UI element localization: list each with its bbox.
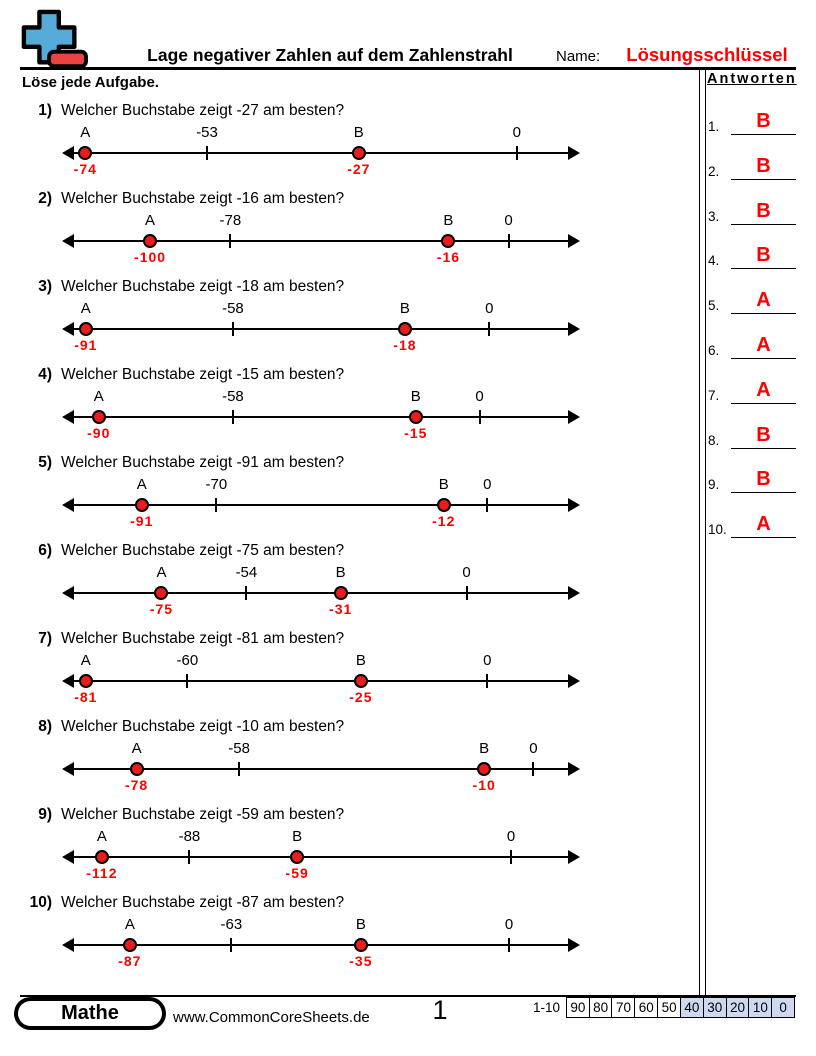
problem-question: Welcher Buchstabe zeigt -91 am besten? (61, 454, 345, 471)
number-line (62, 826, 580, 880)
point-a-dot (123, 938, 137, 952)
right-arrow-icon (568, 674, 580, 688)
right-arrow-icon (568, 498, 580, 512)
answer-letter: A (756, 334, 771, 356)
point-b-label: B (355, 916, 366, 933)
tick-value-label: -88 (178, 828, 201, 845)
answer-number: 1. (708, 119, 720, 134)
problem-number: 5) (38, 454, 52, 471)
number-line (62, 650, 580, 704)
zero-label: 0 (462, 564, 471, 581)
point-a-label: A (80, 300, 91, 317)
answer-number: 8. (708, 432, 720, 448)
page-number: 1 (432, 995, 448, 1025)
sidebar-divider-inner (705, 69, 706, 997)
left-arrow-icon (62, 586, 74, 600)
zero-tick-mark (486, 498, 488, 512)
point-a-label: A (80, 652, 91, 669)
problem (22, 365, 682, 440)
instructions-text: Löse jede Aufgabe. (22, 74, 159, 91)
point-a-value-clipped: -74 (73, 160, 97, 177)
answer-blank (731, 467, 796, 493)
answers-panel (707, 71, 802, 971)
point-a-dot (79, 322, 93, 336)
zero-label: 0 (504, 212, 513, 229)
answer-blank (731, 512, 796, 538)
left-arrow-icon (62, 762, 74, 776)
right-arrow-icon (568, 850, 580, 864)
number-line-axis (67, 152, 575, 154)
answer-letter: A (756, 378, 771, 401)
zero-tick-mark (488, 322, 490, 336)
problem-number: 2) (38, 190, 52, 207)
answers-panel-title: Antworten (707, 71, 797, 87)
answer-number: 4. (708, 253, 720, 269)
zero-label: 0 (485, 300, 494, 317)
tick-mark (229, 234, 231, 248)
answer-letter: B (756, 154, 771, 177)
point-a-value-clipped: -100 (134, 248, 167, 265)
number-line-axis (67, 416, 575, 418)
zero-label: 0 (483, 476, 492, 493)
problem-question-row (22, 717, 682, 737)
point-b-label: B (399, 300, 410, 317)
problem-question-row (22, 805, 682, 825)
zero-label: 0 (475, 388, 484, 405)
problem-question-row (22, 453, 682, 473)
number-line-axis (67, 680, 575, 682)
problem-number: 8) (38, 718, 52, 735)
point-b-dot (477, 762, 491, 776)
problem-question: Welcher Buchstabe zeigt -18 am besten? (61, 278, 345, 295)
score-cell: 80 (589, 997, 613, 1018)
point-b-value-clipped: -31 (329, 600, 353, 617)
right-arrow-icon (568, 146, 580, 160)
tick-mark (232, 322, 234, 336)
number-line-axis (67, 592, 575, 594)
problem-question-row (22, 893, 682, 913)
tick-value-label: -58 (222, 388, 244, 405)
right-arrow-icon (568, 586, 580, 600)
zero-tick-mark (508, 938, 510, 952)
point-b-label: B (438, 476, 449, 493)
answer-item (708, 333, 796, 359)
answer-key-label: Lösungsschlüssel (626, 44, 788, 65)
point-b-value-clipped: -25 (349, 688, 373, 705)
number-line (62, 738, 580, 792)
problem-number: 6) (38, 542, 52, 559)
problem (22, 629, 682, 704)
number-line-axis (67, 944, 575, 946)
answer-letter: A (756, 289, 771, 312)
score-cell: 40 (680, 997, 704, 1018)
point-b-label: B (335, 564, 346, 581)
tick-mark (230, 938, 232, 952)
answer-number: 2. (708, 163, 720, 179)
answer-number: 7. (708, 387, 720, 403)
problem-question: Welcher Buchstabe zeigt -59 am besten? (61, 806, 345, 823)
point-b-dot (398, 322, 412, 336)
right-arrow-icon (568, 234, 580, 248)
problem (22, 277, 682, 352)
answer-number: 9. (708, 477, 720, 493)
problem (22, 101, 682, 176)
left-arrow-icon (62, 674, 74, 688)
answer-number: 3. (708, 208, 720, 224)
point-b-dot (334, 586, 348, 600)
left-arrow-icon (62, 146, 74, 160)
tick-mark (186, 674, 188, 688)
problem-question: Welcher Buchstabe zeigt -16 am besten? (61, 190, 345, 207)
answer-item (708, 288, 796, 314)
point-a-dot (143, 234, 157, 248)
zero-tick-mark (486, 674, 488, 688)
score-cell: 20 (726, 997, 750, 1018)
point-b-dot (437, 498, 451, 512)
worksheet-title: Lage negativer Zahlen auf dem Zahlenstrahl (147, 45, 513, 65)
point-b-value-clipped: -10 (472, 776, 496, 793)
answer-letter: B (756, 468, 771, 491)
zero-tick-mark (479, 410, 481, 424)
number-line-axis (67, 328, 575, 330)
problem-question-row (22, 189, 682, 209)
point-a-dot (78, 146, 92, 160)
zero-label: 0 (504, 916, 514, 933)
zero-label: 0 (506, 828, 516, 845)
point-a-dot (135, 498, 149, 512)
point-a-dot (154, 586, 168, 600)
header-divider (20, 67, 796, 70)
zero-label: 0 (483, 652, 492, 669)
score-cell: 30 (703, 997, 727, 1018)
zero-tick-mark (532, 762, 534, 776)
zero-label: 0 (529, 740, 538, 757)
answer-letter: B (756, 199, 771, 222)
answer-blank (731, 109, 796, 135)
problem-question-row (22, 277, 682, 297)
number-line (62, 474, 580, 528)
tick-mark (215, 498, 217, 512)
problem-question: Welcher Buchstabe zeigt -81 am besten? (61, 630, 345, 647)
problem-question-row (22, 541, 682, 561)
point-b-value-clipped: -35 (349, 952, 373, 969)
point-a-dot (95, 850, 109, 864)
point-a-value-clipped: -87 (118, 952, 142, 969)
left-arrow-icon (62, 938, 74, 952)
point-a-value-clipped: -81 (74, 688, 98, 705)
left-arrow-icon (62, 234, 74, 248)
left-arrow-icon (62, 498, 74, 512)
problem-question-row (22, 629, 682, 649)
point-b-label: B (355, 652, 366, 669)
problems-list (22, 101, 682, 981)
answer-blank (731, 154, 796, 180)
point-b-dot (290, 850, 304, 864)
score-cell: 70 (611, 997, 635, 1018)
point-b-label: B (479, 740, 490, 757)
right-arrow-icon (568, 938, 580, 952)
left-arrow-icon (62, 322, 74, 336)
point-a-value-clipped: -91 (130, 512, 154, 529)
right-arrow-icon (568, 410, 580, 424)
point-a-label: A (80, 124, 91, 141)
number-line (62, 914, 580, 968)
problem-number: 1) (38, 102, 52, 119)
point-b-dot (409, 410, 423, 424)
tick-mark (232, 410, 234, 424)
answer-number: 10. (708, 522, 727, 538)
point-b-value-clipped: -12 (432, 512, 456, 529)
left-arrow-icon (62, 410, 74, 424)
point-a-label: A (131, 740, 142, 757)
name-label: Name: (556, 48, 601, 65)
number-line (62, 122, 580, 176)
answer-item (708, 109, 796, 135)
point-b-dot (441, 234, 455, 248)
point-a-dot (92, 410, 106, 424)
subject-badge-label: Mathe (18, 1001, 162, 1026)
problem-number: 4) (38, 366, 52, 383)
problem-number: 3) (38, 278, 52, 295)
problem-question: Welcher Buchstabe zeigt -10 am besten? (61, 718, 345, 735)
answer-number: 5. (708, 298, 720, 314)
point-b-label: B (410, 388, 421, 405)
point-a-value-clipped: -78 (124, 776, 149, 793)
answer-number: 6. (708, 343, 720, 358)
problem (22, 893, 682, 968)
problem-question: Welcher Buchstabe zeigt -75 am besten? (61, 542, 345, 559)
problem (22, 541, 682, 616)
problem-question: Welcher Buchstabe zeigt -15 am besten? (61, 366, 345, 383)
answer-blank (731, 199, 796, 225)
answer-blank (731, 378, 796, 404)
answer-item (708, 154, 796, 180)
answer-blank (731, 423, 796, 449)
tick-value-label: -54 (235, 564, 258, 581)
tick-value-label: -63 (220, 916, 243, 933)
score-cell: 10 (748, 997, 772, 1018)
tick-mark (238, 762, 240, 776)
point-b-value-clipped: -15 (404, 424, 428, 441)
answer-item (708, 467, 796, 493)
point-b-dot (352, 146, 366, 160)
point-b-value-clipped: -18 (393, 336, 417, 353)
problem-number: 7) (38, 630, 52, 647)
problem (22, 805, 682, 880)
tick-value-label: -70 (205, 476, 228, 493)
answer-item (708, 512, 796, 538)
point-a-label: A (124, 916, 135, 933)
zero-tick-mark (516, 146, 518, 160)
answer-item (708, 199, 796, 225)
zero-tick-mark (466, 586, 468, 600)
sidebar-divider-outer (699, 69, 700, 997)
point-b-value-clipped: -27 (347, 160, 371, 177)
zero-tick-mark (508, 234, 510, 248)
point-a-label: A (145, 212, 156, 229)
left-arrow-icon (62, 850, 74, 864)
right-arrow-icon (568, 762, 580, 776)
website-url: www.CommonCoreSheets.de (173, 1009, 370, 1026)
score-range-label: 1-10 (533, 1000, 561, 1015)
number-line (62, 210, 580, 264)
point-a-label: A (96, 828, 107, 845)
point-b-value-clipped: -16 (436, 248, 461, 265)
point-b-dot (354, 674, 368, 688)
point-a-label: A (93, 388, 104, 405)
answer-blank (731, 333, 796, 359)
number-line (62, 386, 580, 440)
point-b-label: B (353, 124, 364, 141)
answer-blank (731, 288, 796, 314)
tick-value-label: -60 (176, 652, 199, 669)
point-b-dot (354, 938, 368, 952)
point-a-value-clipped: -75 (149, 600, 174, 617)
answer-blank (731, 243, 796, 269)
subject-badge (14, 997, 166, 1030)
answer-letter: B (756, 110, 771, 132)
tick-value-label: -58 (228, 740, 250, 757)
point-a-label: A (156, 564, 167, 581)
answer-letter: A (756, 513, 771, 536)
right-arrow-icon (568, 322, 580, 336)
point-a-value-clipped: -91 (74, 336, 98, 353)
answer-item (708, 423, 796, 449)
point-a-dot (130, 762, 144, 776)
problem-question: Welcher Buchstabe zeigt -27 am besten? (61, 102, 345, 119)
problem (22, 717, 682, 792)
answer-letter: B (756, 244, 771, 267)
score-cell: 60 (634, 997, 658, 1018)
point-a-value-clipped: -90 (87, 424, 111, 441)
tick-value-label: -78 (219, 212, 242, 229)
point-b-value-clipped: -59 (285, 864, 309, 881)
problem-number: 10) (29, 894, 52, 911)
score-cell: 50 (657, 997, 681, 1018)
zero-label: 0 (512, 124, 521, 141)
tick-value-label: -53 (196, 124, 218, 141)
problem (22, 189, 682, 264)
problem-question-row (22, 365, 682, 385)
problem-question-row (22, 101, 682, 121)
answer-item (708, 243, 796, 269)
tick-mark (206, 146, 208, 160)
answer-letter: B (756, 423, 771, 446)
number-line (62, 298, 580, 352)
score-cell: 90 (566, 997, 590, 1018)
point-b-label: B (292, 828, 303, 845)
score-cell: 0 (771, 997, 795, 1018)
number-line (62, 562, 580, 616)
zero-tick-mark (510, 850, 512, 864)
point-a-label: A (136, 476, 147, 493)
tick-value-label: -58 (222, 300, 244, 317)
point-b-label: B (443, 212, 454, 229)
score-table (533, 997, 795, 1018)
point-a-dot (79, 674, 93, 688)
number-line-axis (67, 856, 575, 858)
score-cells (567, 997, 795, 1018)
problem-question: Welcher Buchstabe zeigt -87 am besten? (61, 894, 345, 911)
problem (22, 453, 682, 528)
tick-mark (188, 850, 190, 864)
problem-number: 9) (38, 806, 52, 823)
tick-mark (245, 586, 247, 600)
answer-item (708, 378, 796, 404)
point-a-value-clipped: -112 (86, 864, 118, 881)
